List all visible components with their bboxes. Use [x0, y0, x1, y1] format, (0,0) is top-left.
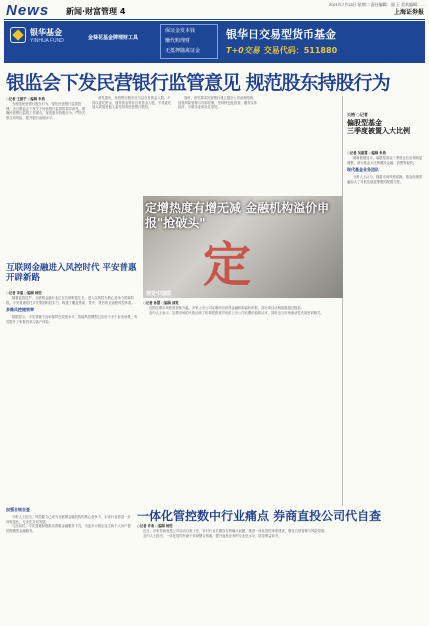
brand-news: News: [6, 2, 50, 19]
header-rule: [4, 19, 425, 20]
main-para: 意见提出，民营银行股东应当以自有资金入股，不得以委托资金、债务资金等非自有资金入股，不得委托他人或接受他人委托持有民营银行股权。: [92, 96, 172, 110]
side-body: [347, 150, 424, 530]
bottom-headline[interactable]: 一体化管控数中行业痛点 券商直投公司代自查: [137, 509, 382, 523]
main-headline[interactable]: 银监会下发民营银行监管意见 规范股东持股行为: [6, 72, 390, 94]
lower-left-para: 与此同时，平安普惠积极推动普惠金融服务下沉，为更多小微企业主和个人用户提供便捷的金融服务。: [6, 524, 131, 533]
ad-bullet: 保证金发本钱: [165, 28, 196, 34]
side-kicker: 贝格 ○记者: [347, 112, 368, 117]
fund-logo-icon: [10, 27, 26, 43]
photo-credit: 视觉中国图: [146, 291, 172, 297]
date-line: 2021年7月13日 星期二 责任编辑：邵 王 美术编辑：…: [328, 2, 425, 7]
lower-left-body: [6, 505, 132, 623]
ad-bullet: 无抵押随禽证金: [165, 48, 201, 54]
ad-bullets: [160, 24, 218, 59]
ad-slogan: 金葵花基金牌理财工具: [88, 35, 139, 41]
main-para: 为规范民营银行股东行为，强化民营银行监管管理，近日银监会下发关于民营银行监管的指导意见，明确民营银行监管工作重点，规范股东持股行为，严防关联交易风险，提升银行治理水平。: [6, 102, 86, 120]
bottom-para: 近日，多家券商直投公司启动自查工作，针对行业长期存在的痛点问题，推进一体化管控体系建设，强化合规管理与风险控制。: [143, 529, 328, 533]
bottom-para: 业内人士指出，一体化管控有助于券商整合资源，提升直投业务的专业化水平，防范利益冲突。: [143, 533, 282, 538]
main-para: 同时，意见要求民营银行建立健全公司治理结构，加强风险管理与内部控制，坚持特色化经营，服务实体经济、小微企业和社区居民。: [178, 96, 258, 110]
side-subhead: 现代基金业务团队: [347, 167, 379, 173]
left-para: 数据显示，平安普惠不良率保持在较低水平，智能风控模型已应用于多个业务场景，有效提升了审批效率与客户体验。: [6, 315, 138, 324]
ad-brand: 银华基金: [30, 28, 62, 37]
ad-brand-en: YINHUA FUND: [30, 38, 64, 44]
left-body: [6, 290, 138, 500]
side-headline[interactable]: 偏股型基金 三季度被置入大比例: [347, 119, 410, 135]
bottom-byline: ○记者 许欢 ○编辑 杨恺: [137, 524, 173, 528]
side-para: 最新数据显示，偏股型基金三季度仓位出现明显调整，部分基金大比例增持金融、消费等板块。: [347, 156, 423, 165]
lower-left-para: 分析人士指出，风控能力已成为互联网金融机构的核心竞争力，未来行业将进一步向规范化、专业化方向发展。: [6, 515, 131, 524]
bottom-body: [137, 523, 342, 623]
ad-banner[interactable]: [4, 21, 425, 63]
main-col-2: [92, 96, 172, 196]
lower-left-subhead: 加强合规自查: [6, 507, 30, 512]
feature-para: 业内人士表示，定增市场的火热反映了机构投资者对优质上市公司长期价值的认可，同时也与市场流动性充裕密切相关。: [149, 310, 324, 315]
section-title: 新闻·财富管理 4: [66, 7, 126, 16]
feature-para: 近期定增市场热度持续升温，多家上市公司定增项目获得金融机构溢价申报，部分项目认购倍数超过数倍。: [149, 306, 304, 310]
left-byline: ○记者 李童 ○编辑 杨恺: [6, 291, 42, 295]
side-byline: ○记者 吴嘉慧 ○编辑 朱浩: [347, 151, 386, 155]
left-headline[interactable]: 互联网金融进入风控时代 平安普惠开辟新路: [6, 263, 137, 283]
ad-bullet: 赚代购理财: [165, 38, 191, 44]
feature-body: [143, 300, 339, 500]
feature-byline: ○记者 孙慧 ○编辑 邵宽: [143, 301, 179, 305]
left-subhead: 多维风控提效率: [6, 307, 34, 313]
main-col-3: [178, 96, 258, 196]
feature-headline[interactable]: 定增热度有增无减 金融机构溢价申报"抢破头": [145, 201, 330, 230]
column-divider: [342, 96, 343, 506]
ad-headline: 银华日交易型货币基金: [226, 28, 336, 41]
left-para: 随着监管趋严，互联网金融行业正在告别野蛮生长，进入以风控为核心竞争力的新阶段。平安普惠依托平安集团科技实力，构建了覆盖贷前、贷中、贷后的全流程风控体系。: [6, 296, 135, 305]
side-para: 分析人士认为，随着市场风格切换，基金经理普遍加大了对低估值蓝筹股的配置力度。: [347, 175, 423, 184]
paper-name: 上海证券报: [393, 9, 424, 16]
photo-glyph: 定: [203, 237, 252, 293]
ad-code: T+0交易 交易代码：511880: [226, 46, 338, 55]
main-col-1: [6, 96, 86, 266]
main-byline: ○记者 王振宇 ○编辑 朱浩: [6, 97, 45, 101]
